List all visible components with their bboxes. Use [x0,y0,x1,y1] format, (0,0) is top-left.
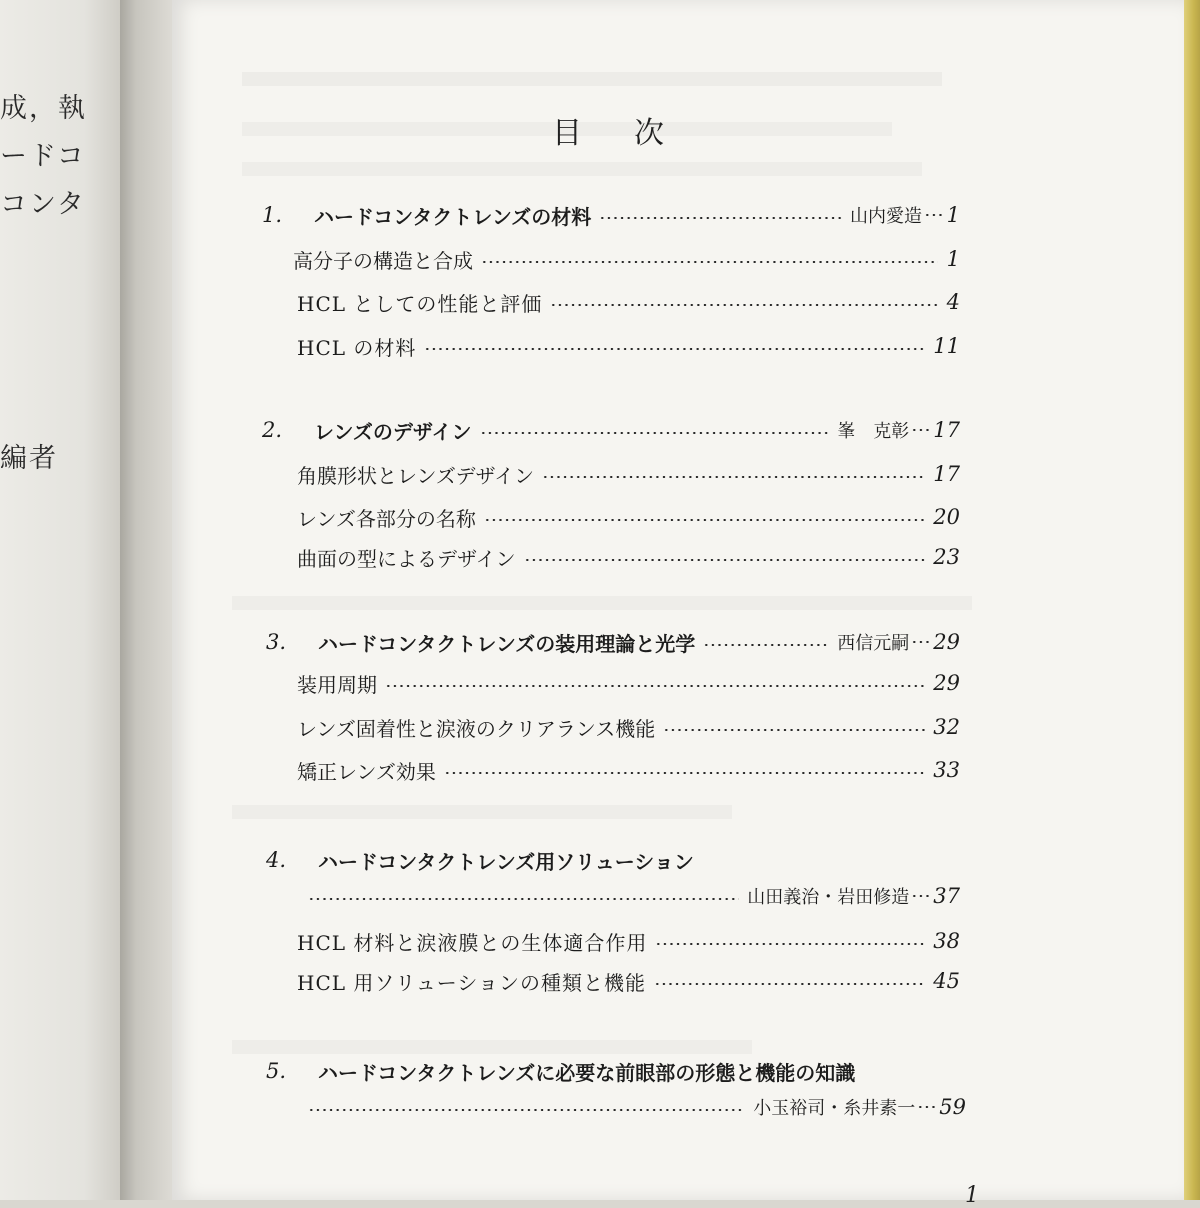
left-page-text-fragment: 成，執 [0,93,87,124]
section-title: HCL 用ソリューションの種類と機能 [297,970,646,995]
dot-leader [480,432,830,434]
chapter-number: 5. [266,1059,287,1083]
page-number: 33 [933,758,960,782]
toc-section-entry[interactable] [297,285,960,319]
chapter-author: 山田義治・岩田修造 [747,887,910,908]
section-title: 曲面の型によるデザイン [297,546,516,571]
toc-section-entry[interactable] [297,964,960,998]
chapter-author: 小玉裕司・糸井素一 [753,1098,916,1119]
left-page-text-fragment: コンタ [0,189,86,220]
toc-chapter-entry[interactable] [262,413,960,447]
toc-section-entry[interactable] [297,500,960,534]
page-number: 23 [933,545,960,569]
bleed-through-shadow [232,596,972,610]
chapter-title: ハードコンタクトレンズに必要な前眼部の形態と機能の知識 [318,1060,856,1085]
toc-chapter-entry[interactable] [266,1054,966,1088]
book-page-edge [1184,0,1200,1200]
chapter-number: 2. [262,418,283,442]
toc-chapter-author-line[interactable] [300,1090,966,1124]
dot-leader [385,685,925,687]
page-number: 20 [933,505,960,529]
dot-leader [444,772,925,774]
dot-leader [654,983,925,985]
toc-section-entry[interactable] [297,924,960,958]
dot-leader [550,304,938,306]
left-page-text-fragment: ードコ [0,141,86,172]
chapter-number: 4. [266,848,287,872]
toc-chapter-entry[interactable] [262,198,960,232]
page-number: 45 [933,969,960,993]
bleed-through-shadow [232,805,732,819]
dot-leader [599,217,842,219]
toc-section-entry[interactable] [297,710,960,744]
toc-section-entry[interactable] [293,242,960,276]
page-number: 1 [946,203,960,227]
left-facing-page [0,0,120,1200]
chapter-author: 西信元嗣 [837,633,910,654]
dot-leader [542,476,925,478]
dot-leader [308,1109,745,1111]
folio-page-number: 1 [965,1183,979,1208]
dot-leader [484,519,925,521]
toc-chapter-entry[interactable] [266,625,960,659]
section-title: 矯正レンズ効果 [297,759,436,784]
page-number: 1 [946,247,960,271]
book-gutter [120,0,174,1200]
dot-leader [481,261,938,263]
section-title: レンズ各部分の名称 [297,506,476,531]
dot-leader [663,729,925,731]
toc-section-entry[interactable] [297,457,960,491]
chapter-title: ハードコンタクトレンズの材料 [314,204,592,229]
page-number: 32 [933,715,960,739]
page-number: 4 [946,290,960,314]
toc-section-entry[interactable] [297,753,960,787]
chapter-author: 山内愛造 [850,206,922,227]
page-title: 目次 [552,116,716,151]
dot-leader [524,559,926,561]
page-number: 59 [939,1095,966,1119]
section-title: HCL の材料 [297,335,417,360]
toc-chapter-author-line[interactable] [300,879,960,913]
dot-leader [308,898,739,900]
bleed-through-shadow [242,72,942,86]
toc-section-entry[interactable] [297,666,960,700]
chapter-title: レンズのデザイン [314,419,472,444]
page-number: 17 [933,462,960,486]
bleed-through-shadow [232,1040,752,1054]
page-number: 29 [933,671,960,695]
chapter-author: 峯 克彰 [837,421,910,442]
section-title: 高分子の構造と合成 [293,248,473,273]
section-title: HCL 材料と涙液膜との生体適合作用 [297,930,648,955]
dot-leader [917,1106,937,1108]
chapter-number: 3. [266,630,287,654]
toc-section-entry[interactable] [297,329,960,363]
chapter-number: 1. [262,203,283,227]
dot-leader [911,641,931,643]
section-title: レンズ固着性と涙液のクリアランス機能 [297,716,656,741]
section-title: 装用周期 [297,672,377,697]
page-number: 17 [933,418,960,442]
right-page [172,0,1184,1200]
dot-leader [424,348,925,350]
toc-chapter-entry[interactable] [266,843,960,877]
dot-leader [703,644,829,646]
page-number: 11 [933,334,960,358]
dot-leader [655,943,925,945]
toc-section-entry[interactable] [297,540,960,574]
page-number: 29 [933,630,960,654]
chapter-title: ハードコンタクトレンズ用ソリューション [318,849,694,874]
bleed-through-shadow [242,162,922,176]
chapter-title: ハードコンタクトレンズの装用理論と光学 [318,631,696,656]
section-title: HCL としての性能と評価 [297,291,543,316]
dot-leader [924,214,944,216]
page-number: 38 [933,929,960,953]
dot-leader [911,429,931,431]
page-number: 37 [933,884,960,908]
dot-leader [911,895,931,897]
left-page-text-fragment: 編者 [0,443,58,474]
section-title: 角膜形状とレンズデザイン [297,463,535,488]
